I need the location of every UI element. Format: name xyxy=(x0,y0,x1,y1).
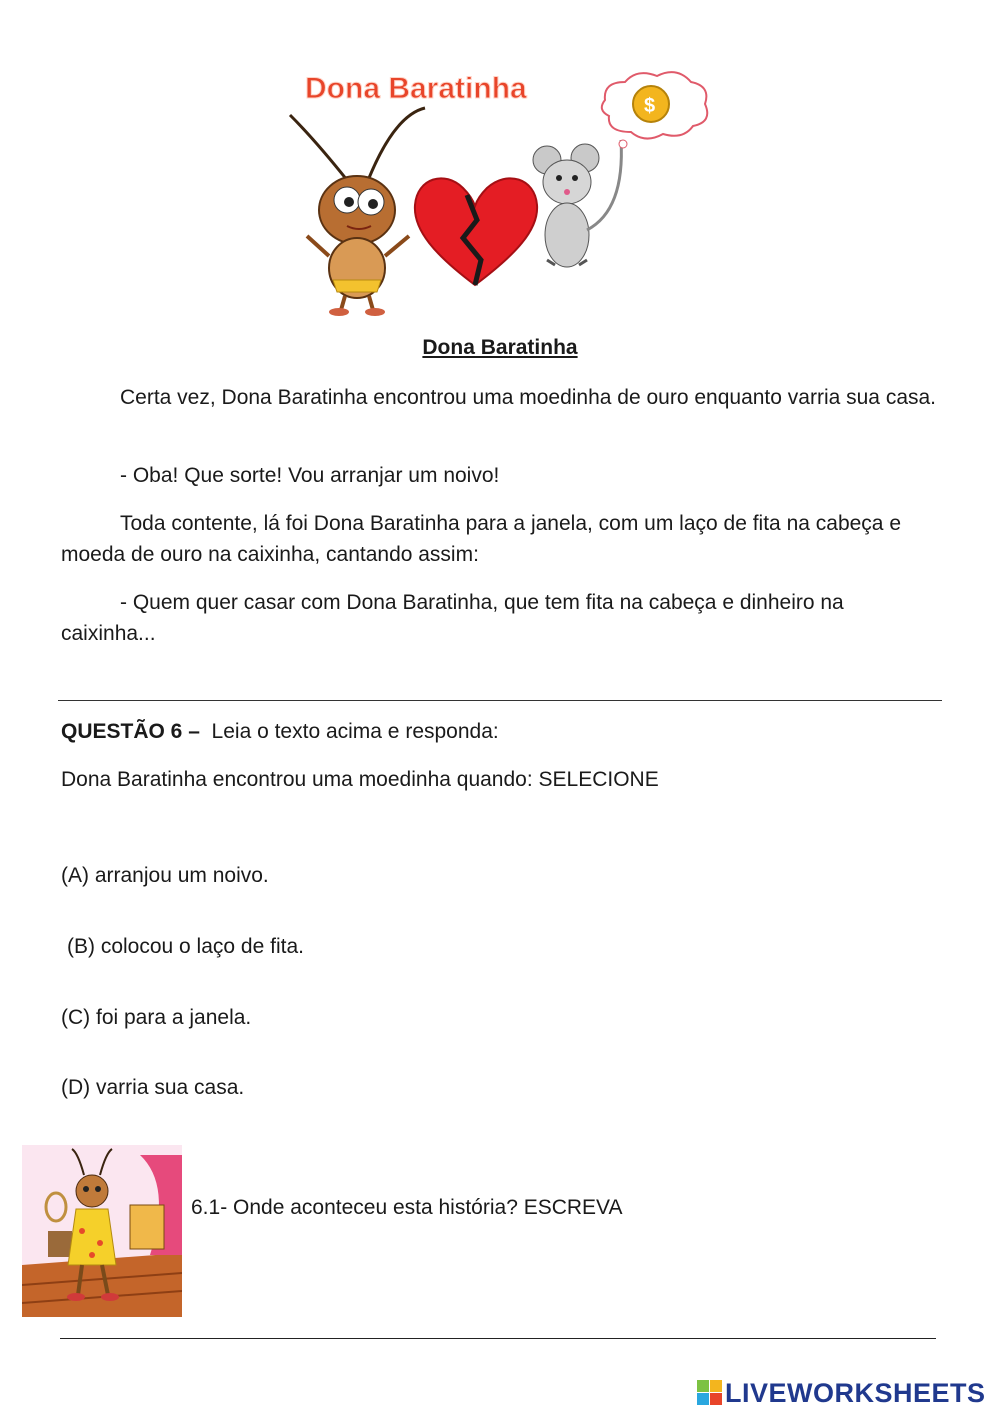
option-b[interactable]: (B) colocou o laço de fita. xyxy=(67,935,304,958)
room-illustration xyxy=(22,1145,182,1317)
liveworksheets-logo-icon xyxy=(697,1380,723,1406)
mouse-icon xyxy=(533,140,621,267)
brand-text: LIVEWORKSHEETS xyxy=(725,1377,986,1408)
broken-heart-icon xyxy=(415,178,537,285)
answer-line[interactable] xyxy=(60,1338,936,1339)
header-art-svg xyxy=(285,60,715,320)
story-paragraph-1: Certa vez, Dona Baratinha encontrou uma moedinha de ouro enquanto varria sua casa. xyxy=(120,386,937,409)
svg-text:$: $ xyxy=(644,95,656,117)
question-prompt: Dona Baratinha encontrou uma moedinha quando: SELECIONE xyxy=(61,768,659,791)
section-divider xyxy=(58,700,942,701)
subquestion-prompt: 6.1- Onde aconteceu esta história? ESCREVA xyxy=(191,1196,623,1219)
coin-thought-bubble-icon xyxy=(602,72,707,148)
option-d[interactable]: (D) varria sua casa. xyxy=(61,1076,245,1099)
story-paragraph-4: - Quem quer casar com Dona Baratinha, que tem fita na cabeça e dinheiro na caixinha... xyxy=(61,591,844,645)
logo-title: Dona Baratinha xyxy=(305,72,527,105)
header-illustration xyxy=(285,60,715,320)
room-scene-icon xyxy=(22,1145,182,1317)
story-paragraph-2: - Oba! Que sorte! Vou arranjar um noivo! xyxy=(120,464,500,487)
question-header xyxy=(61,716,941,747)
question-instruction: Leia o texto acima e responda: xyxy=(211,720,499,743)
cockroach-icon xyxy=(290,108,425,316)
story-paragraph-3: Toda contente, lá foi Dona Baratinha para a janela, com um laço de fita na cabeça e moeda de ouro na caixinha, cantando assim: xyxy=(61,512,901,566)
option-c[interactable]: (C) foi para a janela. xyxy=(61,1006,252,1029)
liveworksheets-brand xyxy=(697,1376,986,1410)
option-a[interactable]: (A) arranjou um noivo. xyxy=(61,864,269,887)
question-label: QUESTÃO 6 – xyxy=(61,720,200,743)
story-title: Dona Baratinha xyxy=(422,336,578,359)
